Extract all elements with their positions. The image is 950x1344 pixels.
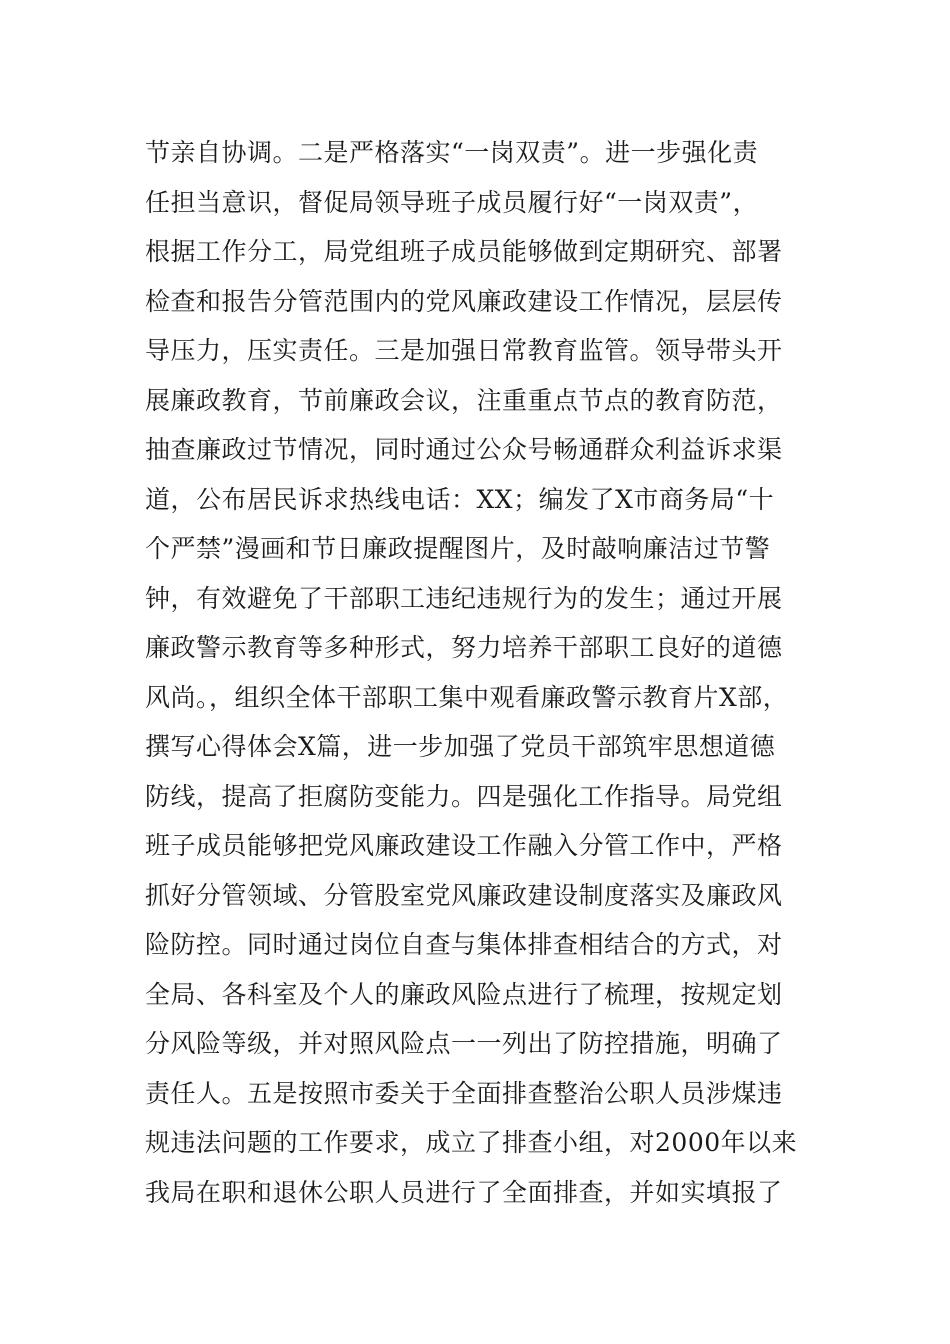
- text-line: 防线，提高了拒腐防变能力。四是强化工作指导。局党组: [145, 781, 783, 811]
- text-line: 规违法问题的工作要求，成立了排查小组，对2000年以来: [145, 1128, 798, 1157]
- text-line: 导压力，压实责任。三是加强日常教育监管。领导带头开: [145, 336, 783, 365]
- text-line: 撰写心得体会X篇，进一步加强了党员干部筑牢思想道德: [145, 732, 776, 761]
- text-line: 任担当意识，督促局领导班子成员履行好“一岗双责”，: [145, 187, 759, 217]
- text-line: 我局在职和退休公职人员进行了全面排查，并如实填报了: [145, 1177, 783, 1207]
- text-line: 节亲自协调。二是严格落实“一岗双责”。进一步强化责: [145, 138, 759, 167]
- text-line: 分风险等级，并对照风险点一一列出了防控措施，明确了: [145, 1029, 783, 1058]
- text-line: 廉政警示教育等多种形式，努力培养干部职工良好的道德: [145, 633, 783, 662]
- body-text: [145, 128, 835, 1217]
- text-line: 责任人。五是按照市委关于全面排查整治公职人员涉煤违: [145, 1078, 783, 1108]
- text-line: 根据工作分工，局党组班子成员能够做到定期研究、部署: [145, 237, 783, 266]
- text-line: 抽查廉政过节情况，同时通过公众号畅通群众利益诉求渠: [145, 435, 783, 464]
- text-line: 展廉政教育，节前廉政会议，注重重点节点的教育防范，: [145, 385, 783, 415]
- text-line: 抓好分管领域、分管股室党风廉政建设制度落实及廉政风: [145, 880, 783, 910]
- text-line: 钟，有效避免了干部职工违纪违规行为的发生；通过开展: [145, 583, 783, 613]
- text-line: 个严禁”漫画和节日廉政提醒图片，及时敲响廉洁过节警: [145, 534, 771, 563]
- text-line: 全局、各科室及个人的廉政风险点进行了梳理，按规定划: [145, 979, 783, 1009]
- text-line: 风尚。，组织全体干部职工集中观看廉政警示教育片X部，: [145, 682, 789, 712]
- text-line: 班子成员能够把党风廉政建设工作融入分管工作中，严格: [145, 831, 783, 860]
- text-line: 险防控。同时通过岗位自查与集体排查相结合的方式，对: [145, 930, 783, 959]
- text-line: 检查和报告分管范围内的党风廉政建设工作情况，层层传: [145, 286, 783, 316]
- text-line: 道，公布居民诉求热线电话：XX；编发了X市商务局“十: [145, 484, 775, 514]
